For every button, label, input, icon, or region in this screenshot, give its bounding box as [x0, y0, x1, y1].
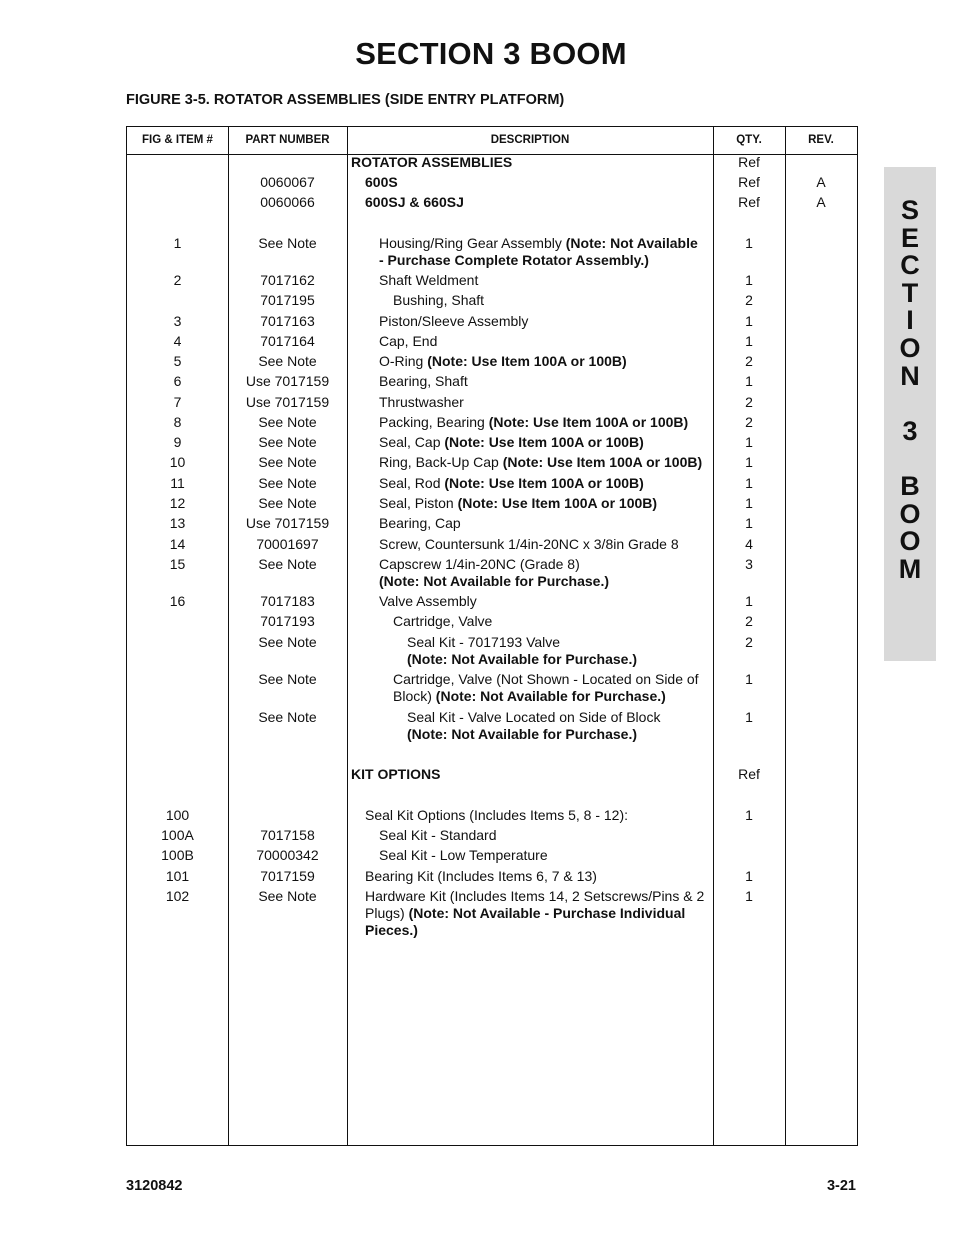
section-tab-letter: M [898, 553, 922, 584]
part-number-cell: Use 7017159 [245, 515, 330, 531]
description-cell [379, 434, 705, 451]
section-tab-letter: C [900, 250, 920, 281]
description-text: Seal Kit Options (Includes Items 5, 8 - 12): [365, 807, 629, 823]
fig-item-cell: 3 [173, 313, 182, 329]
part-number-cell: See Note [258, 434, 317, 450]
description-text: 600S [365, 174, 398, 190]
qty-cell: 1 [745, 434, 753, 450]
part-number-cell: See Note [258, 888, 317, 904]
part-number-cell: 7017164 [260, 333, 315, 349]
fig-item-cell: 16 [169, 593, 186, 609]
qty-cell: Ref [738, 194, 760, 210]
part-number-cell: 7017183 [260, 593, 315, 609]
part-number-cell: See Note [258, 475, 317, 491]
part-number-cell: See Note [258, 556, 317, 572]
description-cell [365, 194, 705, 211]
section-tab-letter: I [906, 305, 914, 336]
part-number-cell: See Note [258, 495, 317, 511]
description-text: Seal, Piston [379, 495, 458, 511]
description-cell [379, 495, 705, 512]
description-text: Bearing, Cap [379, 515, 461, 531]
section-tab-letter [884, 445, 936, 473]
rev-cell: A [816, 174, 826, 190]
fig-item-cell: 8 [173, 414, 182, 430]
description-cell [379, 333, 705, 350]
description-cell [379, 556, 705, 590]
description-text: Capscrew 1/4in-20NC (Grade 8) [379, 556, 580, 572]
description-note: (Note: Use Item 100A or 100B) [457, 495, 658, 511]
description-text: Piston/Sleeve Assembly [379, 313, 529, 329]
qty-cell: 1 [745, 868, 753, 884]
qty-cell: Ref [738, 766, 760, 782]
qty-cell: 1 [745, 475, 753, 491]
description-cell [379, 515, 705, 532]
description-cell [393, 613, 705, 630]
description-text: Seal Kit - Valve Located on Side of Block [407, 709, 661, 725]
description-note: (Note: Use Item 100A or 100B) [488, 414, 689, 430]
description-text: Seal, Cap [379, 434, 445, 450]
fig-item-cell: 100B [161, 847, 194, 863]
part-number-cell: 7017158 [260, 827, 315, 843]
description-cell [365, 807, 705, 824]
part-number-cell: 0060066 [260, 194, 315, 210]
qty-cell: 1 [745, 454, 753, 470]
description-text: Ring, Back-Up Cap [379, 454, 503, 470]
header-rev: REV. [808, 134, 834, 146]
description-cell [379, 414, 705, 431]
section-tab-letter: O [899, 526, 921, 557]
qty-cell: 2 [745, 414, 753, 430]
part-number-cell: See Note [258, 671, 317, 687]
qty-cell: 3 [745, 556, 753, 572]
fig-item-cell: 11 [170, 475, 185, 491]
description-cell [379, 235, 705, 269]
rev-cell: A [816, 194, 826, 210]
part-number-cell: See Note [258, 414, 317, 430]
description-note: (Note: Use Item 100A or 100B) [444, 434, 644, 450]
description-note: (Note: Not Available for Purchase.) [407, 726, 638, 742]
description-text: Thrustwasher [379, 394, 464, 410]
description-cell [407, 634, 705, 668]
column-divider [347, 127, 348, 1145]
description-text: Seal Kit - 7017193 Valve [407, 634, 561, 650]
description-cell [393, 292, 705, 309]
description-text: Bearing, Shaft [379, 373, 468, 389]
qty-cell: 2 [745, 394, 753, 410]
part-number-cell: See Note [258, 235, 317, 251]
description-text: Valve Assembly [379, 593, 477, 609]
fig-item-cell: 100 [165, 807, 190, 823]
qty-cell: 4 [745, 536, 753, 552]
description-text: Shaft Weldment [379, 272, 479, 288]
qty-cell: 1 [745, 709, 753, 725]
section-tab-letter: 3 [902, 415, 918, 446]
fig-item-cell: 100A [161, 827, 194, 843]
description-cell [407, 709, 705, 743]
description-cell [365, 888, 705, 939]
description-note: (Note: Not Available - Purchase Individual Pieces.) [365, 905, 686, 938]
part-number-cell: See Note [258, 634, 317, 650]
column-divider [785, 127, 786, 1145]
description-text: KIT OPTIONS [351, 766, 441, 782]
description-note: (Note: Use Item 100A or 100B) [502, 454, 703, 470]
fig-item-cell: 6 [173, 373, 182, 389]
description-text: Cap, End [379, 333, 438, 349]
fig-item-cell: 5 [173, 353, 182, 369]
part-number-cell: 7017163 [260, 313, 315, 329]
description-text: Packing, Bearing [379, 414, 489, 430]
description-cell [379, 394, 705, 411]
qty-cell: 1 [745, 807, 753, 823]
document-number: 3120842 [126, 1178, 183, 1194]
part-number-cell: Use 7017159 [245, 373, 330, 389]
description-text: ROTATOR ASSEMBLIES [351, 154, 513, 170]
qty-cell: 1 [745, 333, 753, 349]
description-cell [379, 827, 705, 844]
description-note: (Note: Not Available for Purchase.) [435, 688, 666, 704]
qty-cell: 1 [745, 373, 753, 389]
qty-cell: 2 [745, 292, 753, 308]
part-number-cell: 7017159 [260, 868, 315, 884]
qty-cell: 2 [745, 353, 753, 369]
section-tab-letter: T [901, 277, 919, 308]
qty-cell: 1 [745, 593, 753, 609]
description-cell [393, 671, 705, 705]
description-note: (Note: Use Item 100A or 100B) [427, 353, 627, 369]
header-fig-item: FIG & ITEM # [142, 134, 213, 146]
header-description: DESCRIPTION [490, 134, 570, 146]
description-cell [379, 847, 705, 864]
fig-item-cell: 101 [165, 868, 190, 884]
qty-cell: 1 [745, 888, 753, 904]
part-number-cell: See Note [258, 709, 317, 725]
fig-item-cell: 13 [169, 515, 186, 531]
parts-table [126, 126, 858, 1146]
fig-item-cell: 1 [173, 235, 182, 251]
description-text: Bushing, Shaft [393, 292, 485, 308]
description-text: Housing/Ring Gear Assembly [379, 235, 566, 251]
fig-item-cell: 12 [169, 495, 186, 511]
description-note: (Note: Not Available for Purchase.) [407, 651, 638, 667]
section-title: SECTION 3 BOOM [355, 36, 627, 71]
section-tab-letter: B [900, 470, 920, 501]
qty-cell: Ref [738, 154, 760, 170]
fig-item-cell: 4 [173, 333, 182, 349]
description-text: Seal Kit - Low Temperature [379, 847, 548, 863]
description-text: O-Ring [379, 353, 428, 369]
part-number-cell: 0060067 [260, 174, 315, 190]
description-cell [379, 272, 705, 289]
description-cell [365, 868, 705, 885]
description-cell [379, 373, 705, 390]
part-number-cell: Use 7017159 [245, 394, 330, 410]
description-text: Seal Kit - Standard [379, 827, 497, 843]
fig-item-cell: 14 [169, 536, 186, 552]
section-tab-letters [884, 197, 936, 583]
qty-cell: 1 [745, 515, 753, 531]
description-note: (Note: Not Available for Purchase.) [379, 573, 610, 589]
qty-cell: 2 [745, 613, 753, 629]
description-text: Bearing Kit (Includes Items 6, 7 & 13) [365, 868, 597, 884]
description-cell [351, 154, 705, 171]
part-number-cell: 7017193 [260, 613, 315, 629]
part-number-cell: 7017162 [260, 272, 315, 288]
figure-title: FIGURE 3-5. ROTATOR ASSEMBLIES (SIDE ENTRY PLATFORM) [126, 92, 565, 108]
description-cell [379, 536, 705, 553]
description-cell [365, 174, 705, 191]
description-text: Hardware Kit (Includes Items 14, 2 Setscrews/Pins & 2 Plugs) [365, 888, 705, 921]
fig-item-cell: 10 [169, 454, 186, 470]
part-number-cell: See Note [258, 454, 317, 470]
section-tab-letter [884, 390, 936, 418]
part-number-cell: 70001697 [256, 536, 319, 552]
part-number-cell: 70000342 [256, 847, 319, 863]
fig-item-cell: 15 [169, 556, 186, 572]
description-note: (Note: Not Available - Purchase Complete Rotator Assembly.) [379, 235, 698, 268]
part-number-cell: See Note [258, 353, 317, 369]
section-tab-letter: O [899, 498, 921, 529]
description-cell [379, 475, 705, 492]
part-number-cell: 7017195 [260, 292, 315, 308]
description-text: Cartridge, Valve [393, 613, 493, 629]
description-cell [351, 766, 705, 783]
fig-item-cell: 7 [173, 394, 182, 410]
description-note: (Note: Use Item 100A or 100B) [444, 475, 644, 491]
header-part-number: PART NUMBER [245, 134, 330, 146]
fig-item-cell: 9 [173, 434, 182, 450]
description-text: 600SJ & 660SJ [365, 194, 464, 210]
qty-cell: 1 [745, 495, 753, 511]
qty-cell: 1 [745, 671, 753, 687]
description-cell [379, 353, 705, 370]
header-qty: QTY. [736, 134, 762, 146]
description-cell [379, 593, 705, 610]
qty-cell: 1 [745, 235, 753, 251]
description-text: Seal, Rod [379, 475, 445, 491]
description-cell [379, 454, 705, 471]
fig-item-cell: 102 [165, 888, 190, 904]
section-tab [884, 167, 936, 661]
section-tab-letter: E [900, 222, 919, 253]
section-tab-letter: S [900, 195, 919, 225]
qty-cell: 1 [745, 313, 753, 329]
qty-cell: 1 [745, 272, 753, 288]
section-tab-letter: O [899, 332, 921, 363]
qty-cell: 2 [745, 634, 753, 650]
section-tab-letter: N [900, 360, 920, 391]
description-text: Screw, Countersunk 1/4in-20NC x 3/8in Grade 8 [379, 536, 679, 552]
fig-item-cell: 2 [173, 272, 182, 288]
page-number: 3-21 [826, 1178, 856, 1194]
qty-cell: Ref [738, 174, 760, 190]
description-cell [379, 313, 705, 330]
description-text: Cartridge, Valve (Not Shown - Located on Side of Block) [393, 671, 699, 704]
